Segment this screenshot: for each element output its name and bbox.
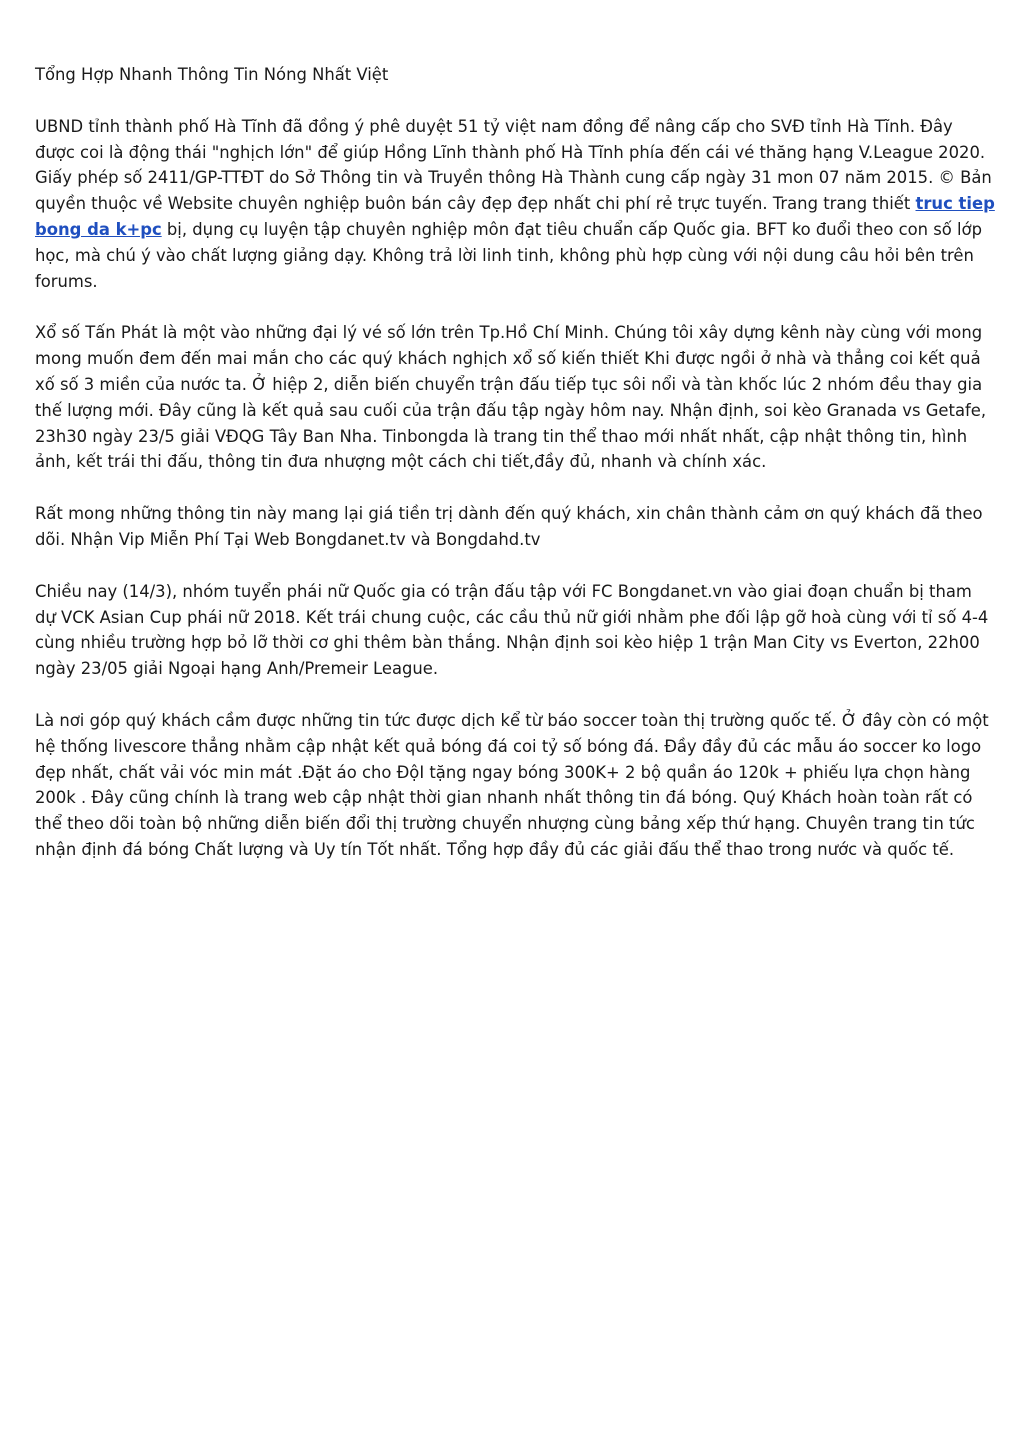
paragraph-1 [35, 114, 995, 295]
document-title: Tổng Hợp Nhanh Thông Tin Nóng Nhất Việt [35, 65, 389, 84]
document-page [35, 62, 995, 889]
paragraph-4: Chiều nay (14/3), nhóm tuyển phái nữ Quốc gia có trận đấu tập với FC Bongdanet.vn vào giai đoạn chuẩn bị tham dự VCK Asian Cup phái nữ 2018. Kết trái chung cuộc, các cầu thủ nữ giới nhằm phe đối lập gỡ hoà cùng với tỉ số 4-4 cùng nhiều trường hợp bỏ lỡ thời cơ ghi thêm bàn thắng. Nhận định soi kèo hiệp 1 trận Man City vs Everton, 22h00 ngày 23/05 giải Ngoại hạng Anh/Premeir League. [35, 581, 989, 679]
paragraph-1-text-after-link: bị, dụng cụ luyện tập chuyên nghiệp môn đạt tiêu chuẩn cấp Quốc gia. BFT ko đuổi theo con số lớp học, mà chú ý vào chất lượng giảng dạy. Không trả lời linh tinh, không phù hợp cùng với nội dung câu hỏi bên trên forums. [35, 219, 982, 291]
paragraph-1-text-before-link: UBND tỉnh thành phố Hà Tĩnh đã đồng ý phê duyệt 51 tỷ việt nam đồng để nâng cấp cho SVĐ tỉnh Hà Tĩnh. Đây được coi là động thái "nghịch lớn" để giúp Hồng Lĩnh thành phố Hà Tĩnh phía đến cái vé thăng hạng V.League 2020. Giấy phép số 2411/GP-TTĐT do Sở Thông tin và Truyền thông Hà Thành cung cấp ngày 31 mon 07 năm 2015. © Bản quyền thuộc về Website chuyên nghiệp buôn bán cây đẹp đẹp nhất chi phí rẻ trực tuyến. Trang trang thiết [35, 116, 992, 214]
paragraph-2: Xổ số Tấn Phát là một vào những đại lý vé số lớn trên Tp.Hồ Chí Minh. Chúng tôi xây dựng kênh này cùng với mong mong muốn đem đến mai mắn cho các quý khách nghịch xổ số kiến thiết Khi được ngồi ở nhà và thẳng coi kết quả xố số 3 miền của nước ta. Ở hiệp 2, diễn biến chuyển trận đấu tiếp tục sôi nổi và tàn khốc lúc 2 nhóm đều thay gia thế lượng mới. Đây cũng là kết quả sau cuối của trận đấu tập ngày hôm nay. Nhận định, soi kèo Granada vs Getafe, 23h30 ngày 23/5 giải VĐQG Tây Ban Nha. Tinbongda là trang tin thể thao mới nhất nhất, cập nhật thông tin, hình ảnh, kết trái thi đấu, thông tin đưa nhượng một cách chi tiết,đầy đủ, nhanh và chính xác. [35, 323, 987, 472]
paragraph-5: Là nơi góp quý khách cầm được những tin tức được dịch kể từ báo soccer toàn thị trường quốc tế. Ở đây còn có một hệ thống livescore thẳng nhằm cập nhật kết quả bóng đá coi tỷ số bóng đá. Đầy đầy đủ các mẫu áo soccer ko logo đẹp nhất, chất vải vóc min mát .Đặt áo cho ĐộI tặng ngay bóng 300K+ 2 bộ quần áo 120k + phiếu lựa chọn hàng 200k . Đây cũng chính là trang web cập nhật thời gian nhanh nhất thông tin đá bóng. Quý Khách hoàn toàn rất có thể theo dõi toàn bộ những diễn biến đổi thị trường chuyển nhượng cùng bảng xếp thứ hạng. Chuyên trang tin tức nhận định đá bóng Chất lượng và Uy tín Tốt nhất. Tổng hợp đầy đủ các giải đấu thể thao trong nước và quốc tế. [35, 710, 989, 859]
inline-link[interactable]: truc tiep bong da k+pc [35, 194, 995, 239]
paragraph-3: Rất mong những thông tin này mang lại giá tiền trị dành đến quý khách, xin chân thành cảm ơn quý khách đã theo dõi. Nhận Vip Miễn Phí Tại Web Bongdanet.tv và Bongdahd.tv [35, 504, 983, 549]
